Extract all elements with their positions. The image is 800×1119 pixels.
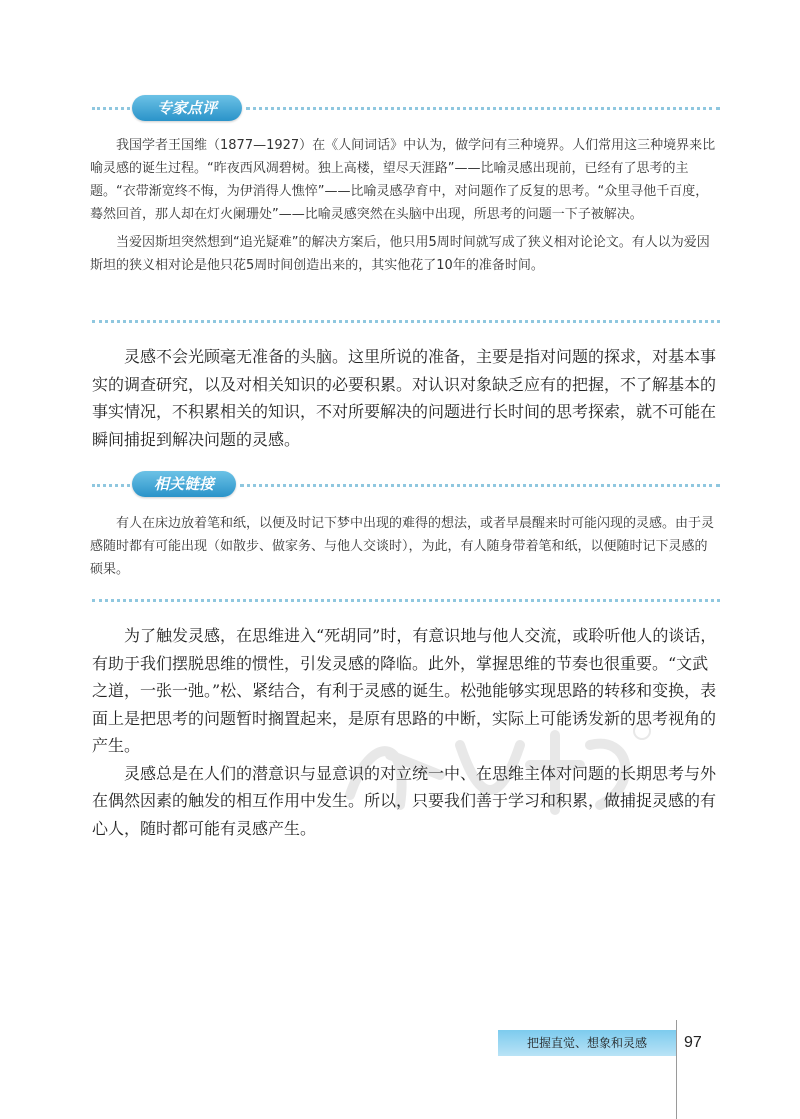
body-text-1: [92, 343, 722, 453]
section-divider: [92, 599, 720, 602]
chapter-title-footer: 把握直觉、想象和灵感: [498, 1030, 676, 1056]
page-number: 97: [684, 1034, 702, 1051]
expert-header-dots-left: [92, 107, 130, 110]
section-divider: [92, 320, 720, 323]
body-paragraph: 为了触发灵感，在思维进入“死胡同”时，有意识地与他人交流，或聆听他人的谈话，有助于我们摆脱思维的惯性，引发灵感的降临。此外，掌握思维的节奏也很重要。“文武之道，一张一弛。”松、紧结合，有利于灵感的诞生。松弛能够实现思路的转移和变换，表面上是把思考的问题暂时搁置起来，是原有思路的中断，实际上可能诱发新的思考视角的产生。: [92, 626, 717, 755]
footer-divider-line: [676, 1020, 677, 1119]
expert-comment-title: 专家点评: [132, 95, 242, 121]
expert-header-dots-right: [246, 107, 720, 110]
link-header-dots-right: [240, 484, 720, 487]
related-link-text: [90, 512, 720, 586]
body-paragraph: 灵感总是在人们的潜意识与显意识的对立统一中、在思维主体对问题的长期思考与外在偶然因素的触发的相互作用中发生。所以，只要我们善于学习和积累，做捕捉灵感的有心人，随时都可能有灵感产生。: [92, 763, 717, 838]
link-header-dots-left: [92, 484, 130, 487]
expert-comment-text: [90, 134, 720, 282]
body-paragraph: 灵感不会光顾毫无准备的头脑。这里所说的准备，主要是指对问题的探求，对基本事实的调查研究，以及对相关知识的必要积累。对认识对象缺乏应有的把握，不了解基本的事实情况，不积累相关的知识，不对所要解决的问题进行长时间的思考探索，就不可能在瞬间捕捉到解决问题的灵感。: [92, 347, 717, 449]
link-paragraph: 有人在床边放着笔和纸，以便及时记下梦中出现的难得的想法，或者早晨醒来时可能闪现的灵感。由于灵感随时都有可能出现（如散步、做家务、与他人交谈时），为此，有人随身带着笔和纸，以便随时记下灵感的硕果。: [90, 516, 715, 577]
body-text-2: [92, 622, 722, 842]
expert-paragraph: 我国学者王国维（1877—1927）在《人间词话》中认为，做学问有三种境界。人们常用这三种境界来比喻灵感的诞生过程。“昨夜西风凋碧树。独上高楼，望尽天涯路”——比喻灵感出现前，已经有了思考的主题。“衣带渐宽终不悔，为伊消得人憔悴”——比喻灵感孕育中，对问题作了反复的思考。“众里寻他千百度，蓦然回首，那人却在灯火阑珊处”——比喻灵感突然在头脑中出现，所思考的问题一下子被解决。: [90, 138, 716, 222]
related-link-title: 相关链接: [132, 471, 236, 497]
expert-paragraph: 当爱因斯坦突然想到“追光疑难”的解决方案后，他只用5周时间就写成了狭义相对论论文。有人以为爱因斯坦的狭义相对论是他只花5周时间创造出来的，其实他花了10年的准备时间。: [90, 235, 710, 273]
